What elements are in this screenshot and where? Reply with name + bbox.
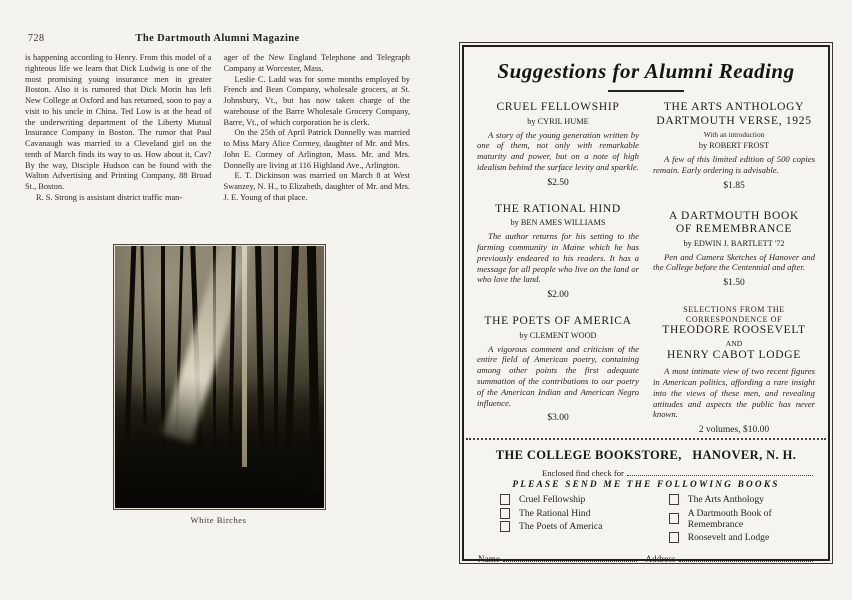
- checkbox[interactable]: [500, 508, 510, 519]
- paragraph: E. T. Dickinson was married on March 8 at West Swanzey, N. H., to Elizabeth, daughter of Mr. and Mrs. J. E. Young of that place.: [223, 171, 410, 202]
- checkbox-row: [669, 532, 828, 543]
- book-column-right: [653, 101, 815, 450]
- checkbox[interactable]: [669, 513, 679, 524]
- checkbox-column-right: [669, 494, 828, 543]
- book-price: $1.85: [723, 180, 745, 191]
- checkbox-label: The Arts Anthology: [687, 494, 764, 505]
- book-description: Pen and Camera Sketches of Hanover and the College before the Centennial and after.: [653, 251, 815, 273]
- book-entry: [653, 210, 815, 289]
- tree-trunk: [141, 246, 147, 425]
- forest-photo-image: [115, 246, 324, 508]
- tree-trunk: [274, 246, 278, 452]
- book-title-small: CORRESPONDENCE OF: [685, 314, 783, 324]
- checkbox-label: A Dartmouth Book of Remembrance: [687, 507, 772, 530]
- paragraph: On the 25th of April Patrick Donnelly was married to Miss Mary Alice Cormey, daughter of Mr. and Mrs. John E. Cormey of Arlington, Mass. Mr. and Mrs. Donnelly are living at 116 Highland Ave., Arlington.: [223, 128, 410, 170]
- book-price: $2.50: [547, 177, 569, 188]
- book-byline: by CYRIL HUME: [527, 116, 589, 126]
- name-fill-in-line[interactable]: [503, 554, 637, 562]
- magazine-title: The Dartmouth Alumni Magazine: [135, 33, 300, 44]
- book-entry: [477, 101, 639, 188]
- book-title: THE ARTS ANTHOLOGY: [663, 101, 805, 113]
- book-checkbox-list: [464, 494, 828, 543]
- book-column-left: [477, 101, 639, 450]
- book-price: 2 volumes, $10.00: [698, 425, 770, 436]
- checkbox-row: [669, 494, 828, 505]
- book-title: DARTMOUTH VERSE, 1925: [656, 114, 812, 127]
- order-coupon: [464, 438, 828, 564]
- book-listing-columns: [464, 92, 828, 450]
- checkbox[interactable]: [669, 494, 679, 505]
- article-column-right: [224, 53, 411, 204]
- paragraph: R. S. Strong is assistant district traffic man-: [36, 192, 183, 202]
- checkbox-row: [500, 494, 659, 505]
- book-title: A DARTMOUTH BOOK: [669, 209, 799, 222]
- address-fill-in-line[interactable]: [679, 554, 813, 562]
- checkbox-label: The Rational Hind: [519, 507, 591, 519]
- checkbox-row: [500, 508, 659, 519]
- book-byline: by BEN AMES WILLIAMS: [510, 218, 606, 228]
- name-address-line: [478, 554, 816, 564]
- left-page-header: [25, 33, 410, 47]
- book-entry: [653, 101, 815, 191]
- book-byline: by ROBERT FROST: [698, 141, 770, 150]
- book-title: CRUEL FELLOWSHIP: [496, 101, 620, 113]
- checkbox-row: [669, 508, 828, 530]
- checkbox[interactable]: [500, 521, 510, 532]
- photo-caption: White Birches: [190, 515, 247, 525]
- book-title: THEODORE ROOSEVELT: [662, 324, 806, 337]
- tree-trunk: [255, 246, 265, 473]
- forest-photo: [113, 244, 326, 510]
- book-title: OF REMEMBRANCE: [675, 223, 793, 236]
- book-byline: by CLEMENT WOOD: [519, 330, 597, 340]
- fill-in-line[interactable]: [627, 468, 813, 476]
- checkbox-column-left: [500, 494, 659, 543]
- book-title: HENRY CABOT LODGE: [667, 348, 801, 361]
- article-columns: [25, 53, 410, 204]
- book-title-small: SELECTIONS FROM THE: [683, 305, 785, 315]
- book-price: $2.00: [547, 290, 569, 301]
- ad-box: [462, 45, 830, 564]
- page-number: 728: [28, 33, 45, 44]
- checkbox-label: Cruel Fellowship: [519, 494, 586, 505]
- book-entry: [653, 305, 815, 435]
- tree-trunk: [284, 246, 299, 478]
- please-send-line: PLEASE SEND ME THE FOLLOWING BOOKS: [512, 480, 780, 490]
- book-description: A vigorous comment and criticism of the entire field of American poetry, containing among other points the first adequate summation of the contributions to our poetry of the American Indian and American Negro influence.: [477, 343, 639, 408]
- name-field-label: Name: [478, 554, 500, 564]
- enclosed-label: Enclosed find check for: [542, 468, 624, 478]
- ad-outer-border: [459, 42, 833, 564]
- paragraph: Leslie C. Ladd was for some months employed by French and Bean Company, wholesale grocers, at St. Johnsbury, Vt., but has now taken charge of the warehouse of the Barre Wholesale Grocery Company, Barre, Vt., of which corporation he is clerk.: [223, 74, 410, 127]
- book-description: The author returns for his setting to the farming community in Maine which he has previously endeared to his readers. It has a message for all people who live on the land or who love the land.: [477, 231, 639, 285]
- book-price: $3.00: [547, 413, 569, 424]
- book-description: A few of this limited edition of 500 copies remain. Early ordering is advisable.: [653, 154, 815, 175]
- checkbox-label: Roosevelt and Lodge: [687, 532, 770, 543]
- ad-title: Suggestions for Alumni Reading: [497, 59, 795, 83]
- book-title-and: AND: [725, 338, 743, 348]
- light-beam: [162, 246, 255, 443]
- book-description: A most intimate view of two recent figures in American politics, affording a rare insight into the views of these men, and revealing attitudes and aspects the public has never known.: [653, 366, 815, 420]
- book-note: With an introduction: [703, 130, 765, 139]
- book-title: THE POETS OF AMERICA: [484, 315, 632, 328]
- address-field-label: Address: [645, 554, 676, 564]
- book-title: THE RATIONAL HIND: [495, 202, 621, 215]
- book-entry: [477, 203, 639, 300]
- book-description: A story of the young generation written by one of them, not only with remarkable maturity and power, but on a note of high idealism behind the surface levity and sparkle.: [477, 129, 639, 172]
- enclosed-check-line: [542, 468, 816, 478]
- paragraph: ager of the New England Telephone and Telegraph Company at Worcester, Mass.: [223, 53, 410, 73]
- checkbox[interactable]: [669, 532, 679, 543]
- store-title: THE COLLEGE BOOKSTORE, HANOVER, N. H.: [495, 448, 797, 462]
- tree-trunk: [124, 246, 136, 439]
- paragraph: is happening according to Henry. From this model of a righteous life we learn that Dick Ludwig is one of the most promising young insurance men in greater Boston. Also it is rumored that Dick Morin has left New College at Oxford and has returned, soon to pay a visit to his uncle in China. Ted Low is at the head of the underwriting department of the Liberty Mutual Insurance Company in Boston. The rumor that Paul Cavanaugh was married to a Cleveland girl on the tenth of March finds its way to us. How about it, Cav? By the way, Disciple Hudson can be found with the Walton Advertising and Printing Company, 88 Broad St., Boston.: [25, 53, 212, 191]
- checkbox-row: [500, 521, 659, 532]
- book-price: $1.50: [723, 278, 745, 289]
- tree-trunk: [307, 246, 320, 491]
- checkbox[interactable]: [500, 494, 510, 505]
- book-entry: [477, 315, 639, 423]
- checkbox-label: The Poets of America: [519, 521, 603, 532]
- coupon-tear-line: [466, 438, 826, 440]
- tree-trunk: [161, 246, 165, 452]
- book-byline: by EDWIN J. BARTLETT '72: [683, 238, 785, 248]
- article-column-left: [25, 53, 212, 204]
- birch-trunk: [242, 246, 247, 467]
